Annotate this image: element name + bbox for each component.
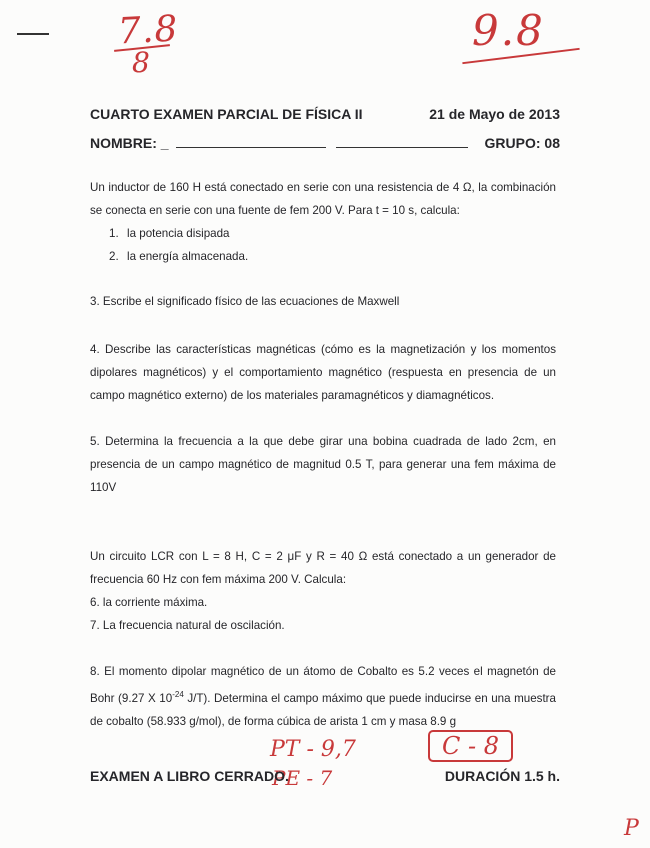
handwritten-score-numerator: 7.8 [116,8,180,53]
group-label: GRUPO: 08 [484,135,560,151]
question-7: 7. La frecuencia natural de oscilación. [90,619,285,632]
question-8: 8. El momento dipolar magnético de un átomo de Cobalto es 5.2 veces el magnetón de Bohr (9.27 X $10^{-24}$ J/T). Determina el campo máximo que puede inducirse en una muestra de cobalto (58.933 g/mol), de forma cúbica de arista 1 cm y masa 8.9 g [90,665,556,728]
exam-title: CUARTO EXAMEN PARCIAL DE FÍSICA II [90,106,363,122]
handwritten-pe-note: PE - 7 [272,766,333,790]
exponent: -24 [172,690,184,699]
exam-date: 21 de Mayo de 2013 [429,106,560,122]
handwritten-final-score: 9.8 [472,6,545,55]
name-group-row [90,135,560,151]
name-label: NOMBRE: _ [90,135,169,151]
exam-header [90,106,560,122]
question-6: 6. la corriente máxima. [90,596,208,609]
question-4: 4. Describe las características magnéticas (cómo es la magnetización y los momentos dipolares magnéticos) y el comportamiento magnético (respuesta en presencia de un campo magnético externo) de los materiales paramagnéticos y diamagnéticos. [90,343,556,402]
name-field [90,135,468,151]
handwritten-group-note: C - 8 [428,730,513,762]
question-1-intro: Un inductor de 160 H está conectado en serie con una resistencia de 4 Ω, la combinación se conecta en serie con una fuente de fem 200 V. Para t = 10 s, calcula: [90,181,556,217]
lcr-circuit-intro: Un circuito LCR con L = 8 H, C = 2 μF y R = 40 Ω está conectado a un generador de frecuencia 60 Hz con fem máxima 200 V. Calcula: [90,550,556,586]
pen-stroke [17,33,49,35]
question-3: 3. Escribe el significado físico de las ecuaciones de Maxwell [90,295,400,308]
question-2-item: 2. la energía almacenada. [109,250,249,263]
name-blank-line-2 [336,147,468,148]
closed-book-note: EXAMEN A LIBRO CERRADO. [90,768,289,784]
exam-footer [90,768,560,784]
duration-note: DURACIÓN 1.5 h. [444,768,560,784]
question-5: 5. Determina la frecuencia a la que debe girar una bobina cuadrada de lado 2cm, en presencia de un campo magnético de magnitud 0.5 T, para generar una fem máxima de 110V [90,435,556,494]
handwritten-score-denominator: 8 [132,46,150,79]
handwritten-pt-note: PT - 9,7 [270,737,356,762]
name-blank-line [176,147,326,148]
question-1-item: 1. la potencia disipada [109,227,230,240]
handwritten-corner-mark: P [624,816,639,841]
